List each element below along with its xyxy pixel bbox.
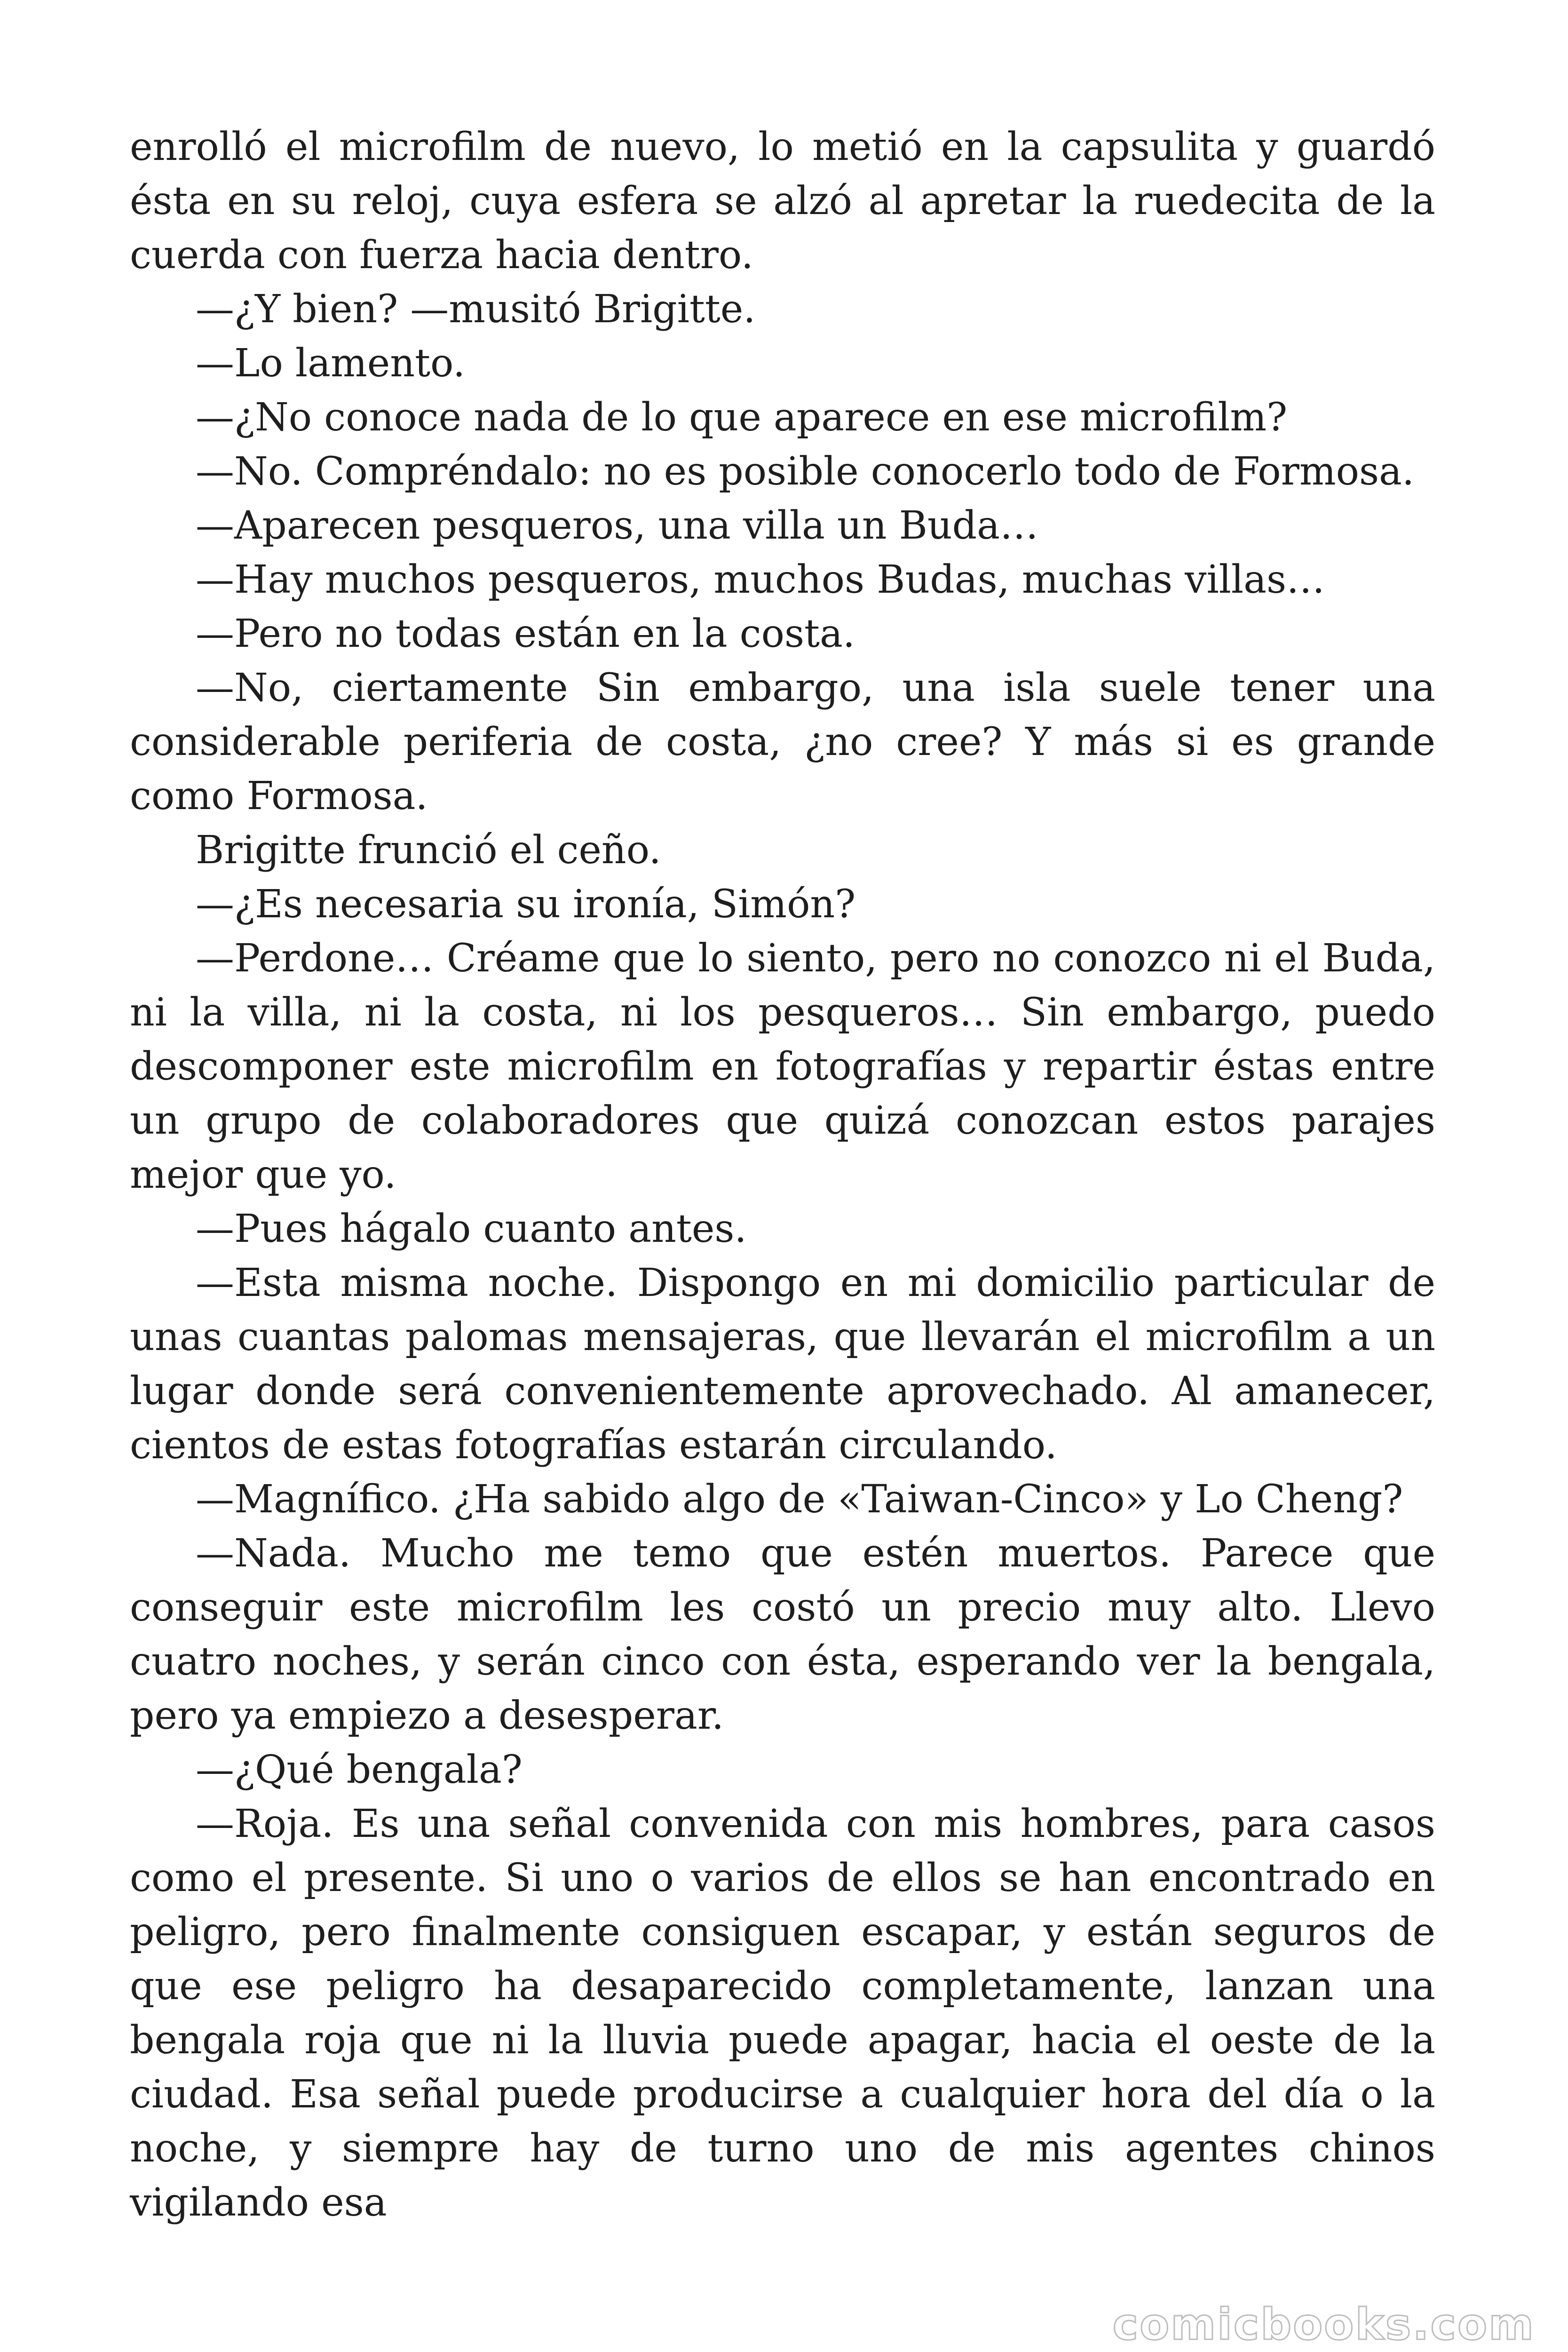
body-text: [130, 120, 1435, 2230]
paragraph: Brigitte frunció el ceño.: [196, 828, 661, 873]
paragraph: —Magnífico. ¿Ha sabido algo de «Taiwan-Cinco» y Lo Cheng?: [196, 1477, 1403, 1522]
paragraph: —¿Es necesaria su ironía, Simón?: [196, 882, 856, 927]
paragraph: —Pues hágalo cuanto antes.: [196, 1207, 747, 1251]
paragraph: —Lo lamento.: [196, 341, 466, 386]
paragraph: —Esta misma noche. Dispongo en mi domicilio particular de unas cuantas palomas mensajeras, que llevarán el microfilm a un lugar donde será convenientemente aprovechado. Al amanecer, cientos de estas fotografías estarán circulando.: [130, 1261, 1435, 1468]
paragraph: —Aparecen pesqueros, una villa un Buda…: [196, 503, 1039, 548]
paragraph: —¿Y bien? —musitó Brigitte.: [196, 287, 756, 332]
paragraph: —¿No conoce nada de lo que aparece en ese microfilm?: [196, 395, 1288, 440]
paragraph: —Perdone… Créame que lo siento, pero no conozco ni el Buda, ni la villa, ni la costa, ni los pesqueros… Sin embargo, puedo descomponer este microfilm en fotografías y repartir éstas entre un grupo de colaboradores que quizá conozcan estos parajes mejor que yo.: [130, 936, 1435, 1197]
paragraph: —No. Compréndalo: no es posible conocerlo todo de Formosa.: [196, 449, 1415, 494]
paragraph: —Hay muchos pesqueros, muchos Budas, muchas villas…: [196, 557, 1325, 602]
watermark-text: comicbooks.com: [1112, 2299, 1535, 2350]
paragraph: —Nada. Mucho me temo que estén muertos. Parece que conseguir este microfilm les costó un precio muy alto. Llevo cuatro noches, y serán cinco con ésta, esperando ver la bengala, pero ya empiezo a desesperar.: [130, 1531, 1435, 1738]
paragraph: —Pero no todas están en la costa.: [196, 612, 855, 656]
paragraph: enrolló el microfilm de nuevo, lo metió en la capsulita y guardó ésta en su reloj, cuya esfera se alzó al apretar la ruedecita de la cuerda con fuerza hacia dentro.: [130, 125, 1435, 278]
paragraph: —No, ciertamente Sin embargo, una isla suele tener una considerable periferia de costa, ¿no cree? Y más si es grande como Formosa.: [130, 666, 1435, 818]
paragraph: —¿Qué bengala?: [196, 1748, 523, 1792]
paragraph: —Roja. Es una señal convenida con mis hombres, para casos como el presente. Si uno o varios de ellos se han encontrado en peligro, pero finalmente consiguen escapar, y están seguros de que ese peligro ha desaparecido completamente, lanzan una bengala roja que ni la lluvia puede apagar, hacia el oeste de la ciudad. Esa señal puede producirse a cualquier hora del día o la noche, y siempre hay de turno uno de mis agentes chinos vigilando esa: [130, 1802, 1435, 2225]
